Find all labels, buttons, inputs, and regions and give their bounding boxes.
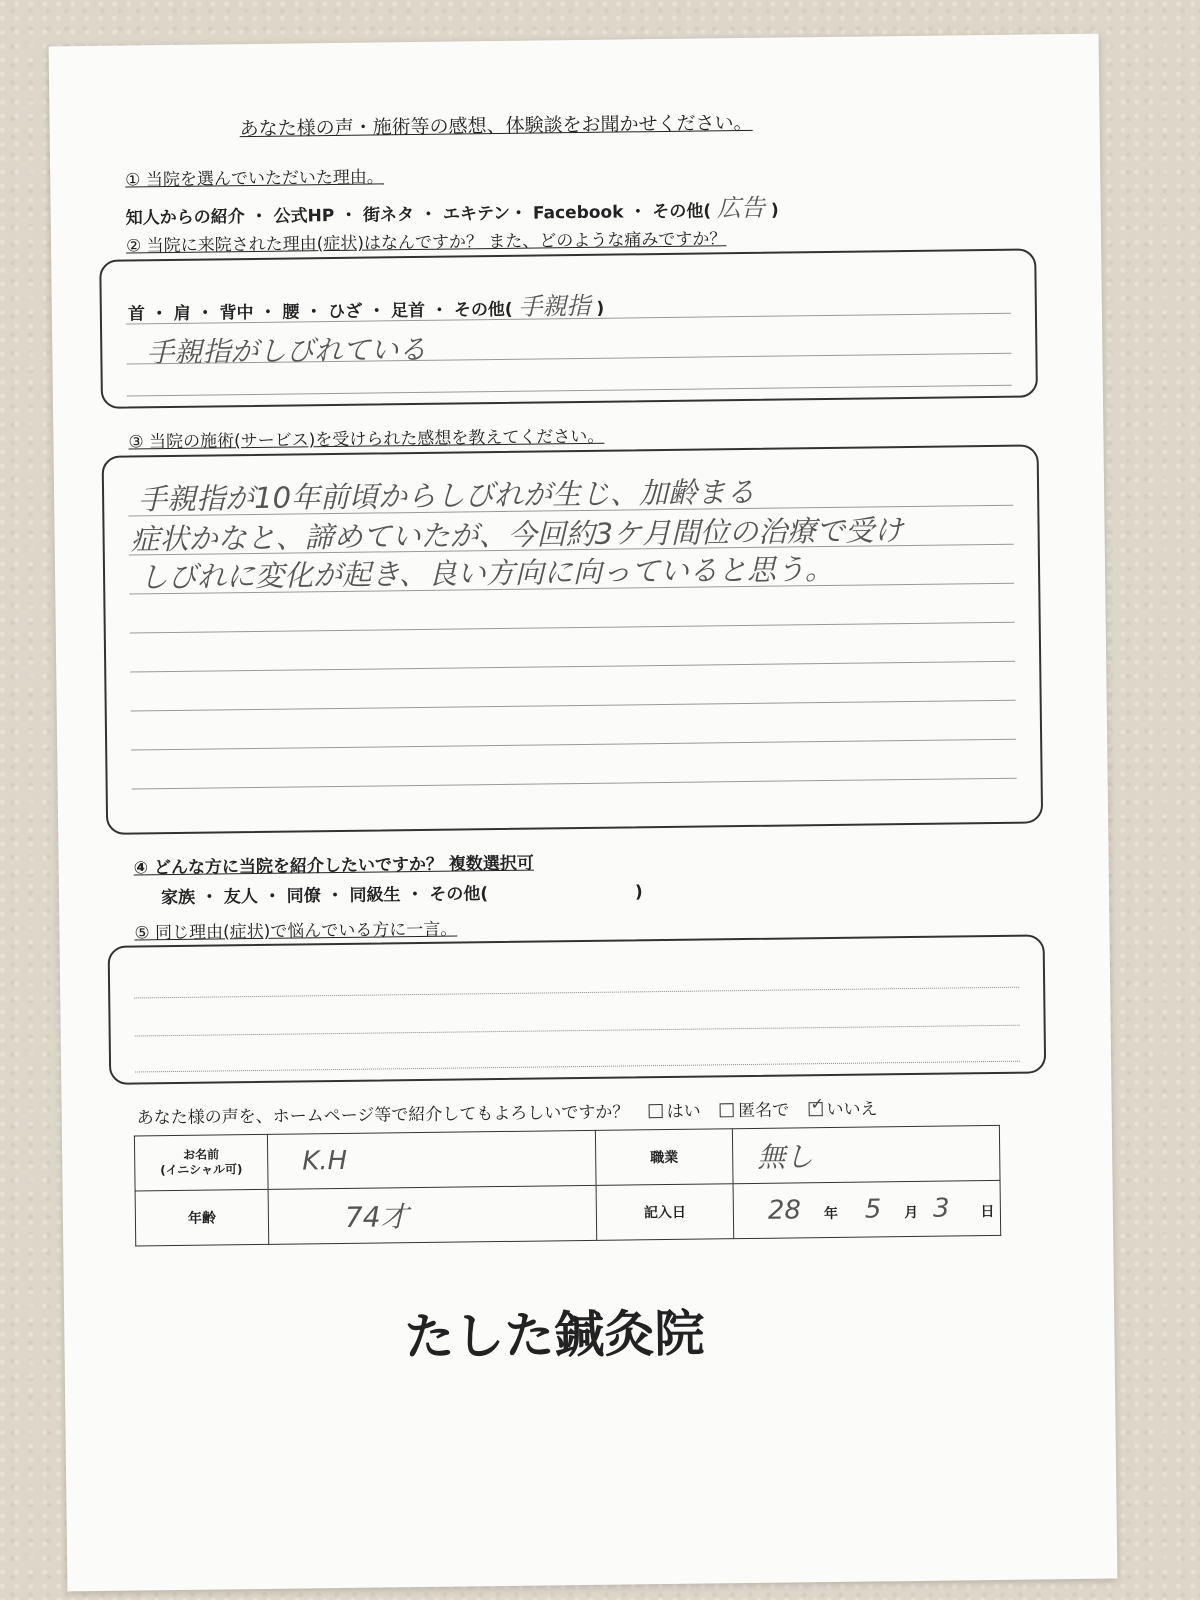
year-unit: 年 [823,1205,838,1223]
q3-answer-line-3[interactable]: しびれに変化が起き、良い方向に向っていると思う。 [138,551,835,595]
consent-question: あなた様の声を、ホームページ等で紹介してもよろしいですか？ [136,1102,630,1129]
q4-heading: ④ どんな方に当院を紹介したいですか？ 複数選択可 [133,853,534,879]
q5-line-1 [134,987,1019,999]
q4-options [161,877,643,908]
job-value: 無し [757,1140,814,1174]
q3-line-4 [130,622,1015,634]
date-label: 記入日 [596,1184,734,1241]
consent-yes-label: はい [666,1101,701,1122]
age-value-cell[interactable] [268,1185,597,1244]
q1-options-text: 知人からの紹介 ・ 公式HP ・ 街ネタ ・ エキテン・ Facebook ・ その他( [125,201,712,229]
q2-line-3 [127,385,1012,397]
q5-line-3 [135,1061,1020,1073]
q5-heading: ⑤ 同じ理由(症状)で悩んでいる方に一言。 [134,919,458,944]
q2-other-answer[interactable]: 手親指 [518,291,591,321]
consent-anonymous-checkbox[interactable] [720,1103,734,1117]
q1-close: ) [770,200,779,221]
age-value: 74才 [344,1200,409,1234]
clinic-name: たした鍼灸院 [404,1304,705,1367]
q4-other-blank[interactable] [494,897,629,899]
q2-answer-text[interactable]: 手親指がしびれている [146,332,427,370]
consent-no-label: いいえ [826,1099,878,1121]
q3-line-7 [131,739,1016,751]
q3-answer-line-1[interactable]: 手親指が10年前頃からしびれが生じ、加齢まる [137,474,756,517]
q4-close: ) [634,882,643,903]
name-label: お名前 [183,1147,220,1162]
name-value-cell[interactable] [267,1130,596,1189]
q2-heading: ② 当院に来院された理由(症状)はなんですか？ また、どのような痛みですか？ [125,229,727,257]
q3-line-8 [132,778,1017,790]
q2-close: ) [596,298,605,319]
q3-answer-line-2[interactable]: 症状かなと、諦めていたが、今回約3ケ月間位の治療で受け [130,513,904,557]
name-label-cell [134,1134,268,1191]
form-title: あなた様の声・施術等の感想、体験談をお聞かせください。 [239,111,753,141]
job-value-cell[interactable] [732,1125,1000,1183]
q5-answer-box[interactable] [108,934,1047,1084]
consent-anonymous-label: 匿名で [738,1100,790,1122]
date-month: 5 [864,1194,882,1225]
date-day: 3 [932,1193,950,1224]
q3-answer-box [102,444,1044,834]
day-unit: 日 [980,1204,995,1221]
consent-row [137,1094,878,1128]
q3-line-5 [130,661,1015,673]
name-value: K.H [302,1145,348,1177]
q2-options-text: 首 ・ 肩 ・ 背中 ・ 腰 ・ ひざ ・ 足首 ・ その他( [127,299,513,325]
check-mark-icon: ✓ [810,1094,824,1114]
age-label: 年齢 [135,1189,269,1246]
job-label: 職業 [595,1129,733,1186]
q3-heading: ③ 当院の施術(サービス)を受けられた感想を教えてください。 [128,426,605,453]
info-table [134,1125,1001,1247]
name-sublabel: (イニシャル可) [160,1162,243,1178]
date-value-cell[interactable] [733,1180,1001,1238]
month-unit: 月 [904,1204,919,1222]
questionnaire-sheet [49,34,1118,1592]
q4-options-text: 家族 ・ 友人 ・ 同僚 ・ 同級生 ・ その他( [160,884,489,909]
consent-no-checkbox[interactable] [808,1094,824,1116]
date-year: 28 [767,1195,802,1226]
q5-line-2 [135,1025,1020,1037]
q1-heading: ① 当院を選んでいただいた理由。 [125,167,385,191]
q3-line-6 [131,700,1016,712]
consent-yes-checkbox[interactable] [649,1104,663,1118]
q1-answer[interactable]: 広告 [716,193,766,223]
q2-answer-box [99,248,1038,408]
